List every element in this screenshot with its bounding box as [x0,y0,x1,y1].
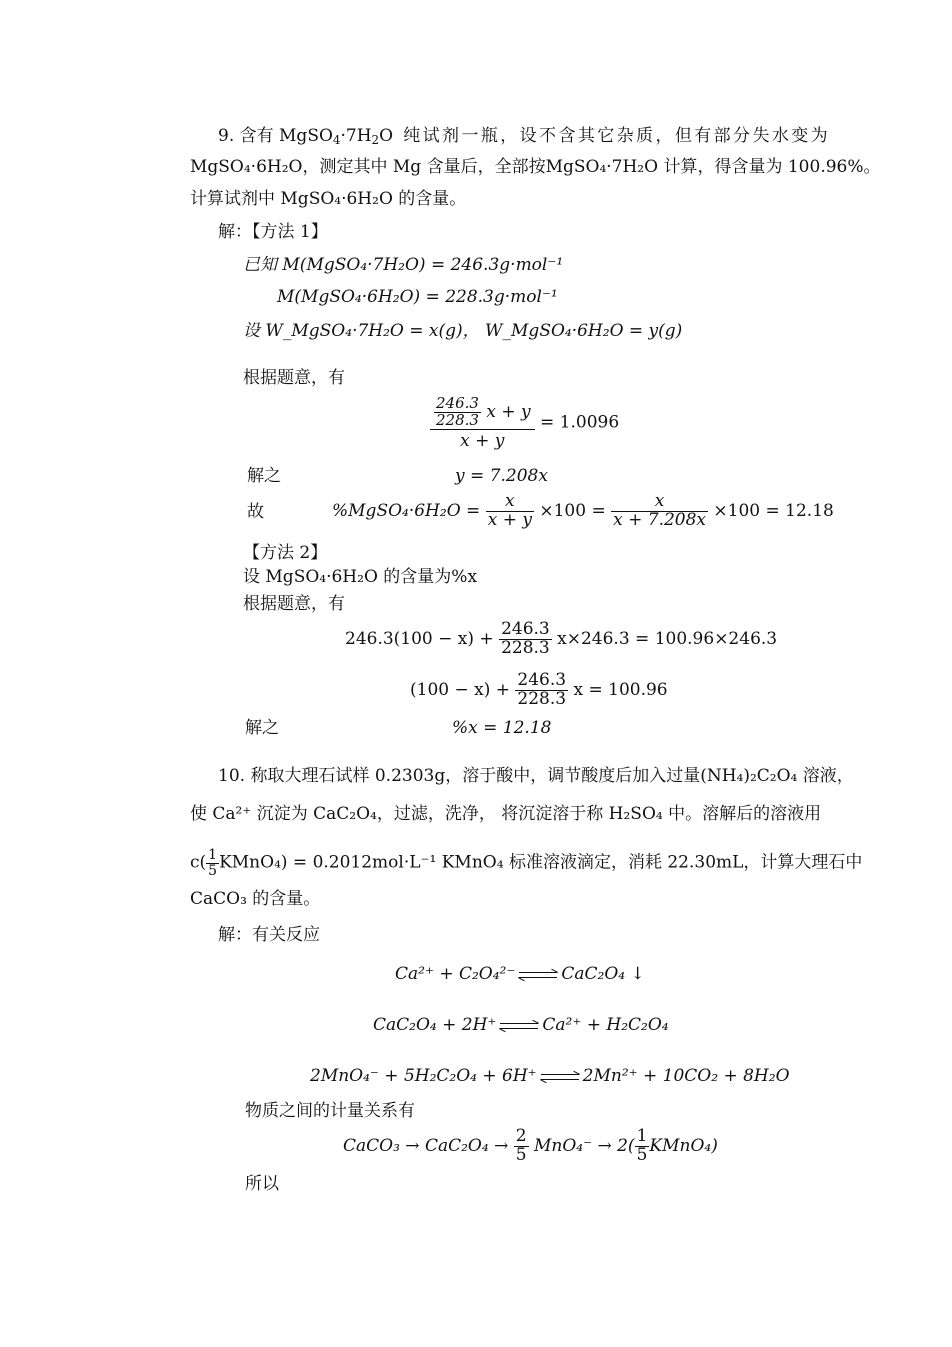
equilibrium-arrow-icon [498,1020,540,1032]
q9-known-molar-mass-7h2o: 已知 M(MgSO₄·7H₂O) = 246.3g·mol⁻¹ [243,255,564,275]
q9-method-2-solve-equation: %x = 12.18 [452,718,552,738]
q9-set-variables: 设 W_MgSO₄·7H₂O = x(g)， W_MgSO₄·6H₂O = y(g) [243,321,683,341]
q9-known-molar-mass-6h2o: M(MgSO₄·6H₂O) = 228.3g·mol⁻¹ [277,287,558,307]
equilibrium-arrow-icon [517,969,559,981]
q9-method-2-according: 根据题意，有 [243,594,345,614]
q10-line-2: 使 Ca²⁺ 沉淀为 CaC₂O₄，过滤，洗净， 将沉淀溶于称 H₂SO₄ 中。溶解后的溶液用 [190,804,822,824]
q9-according-text: 根据题意，有 [243,368,345,388]
q9-equation-1: $\frac{246.3}{228.3}$ x + y x + y = 1.0096 [430,396,619,450]
q10-reaction-1: Ca²⁺ + C₂O₄²⁻ CaC₂O₄ ↓ [395,964,645,984]
q10-line-3: c( $\frac{1}{5}$ KMnO₄) = 0.2012mol·L⁻¹ KMnO₄ 标准溶液滴定，消耗 22.30mL，计算大理石中 [190,847,863,879]
q10-line-4: CaCO₃ 的含量。 [190,889,321,909]
q10-stoichiometric-relation: CaCO₃ → CaC₂O₄ → $\frac{2}{5}$ MnO₄⁻ → 2( $\frac{1}{5}$ KMnO₄) [343,1126,718,1165]
q9-solve-label: 解之 [247,466,281,486]
q10-relation-label: 物质之间的计量关系有 [245,1101,415,1121]
q9-solve-equation: y = 7.208x [455,466,548,486]
q10-reaction-2: CaC₂O₄ + 2H⁺ Ca²⁺ + H₂C₂O₄ [373,1015,669,1035]
q10-reaction-3: 2MnO₄⁻ + 5H₂C₂O₄ + 6H⁺ 2Mn²⁺ + 10CO₂ + 8H₂O [310,1066,790,1086]
q9-line-3: 计算试剂中 MgSO₄·6H₂O 的含量。 [190,189,467,209]
q9-hence-equation: %MgSO₄·6H₂O = $\frac{x}{x + y}$ ×100 = $\frac{x}{x + 7.208x}$ ×100 = 12.18 [332,491,834,530]
q9-solution-heading: 解：【方法 1】 [218,222,328,242]
q10-solution-heading: 解：有关反应 [218,925,320,945]
q9-line-1: 9. 含有 $MgSO_4\cdot 7H_2O$ 纯试剂一瓶，设不含其它杂质，但有部分失水变为 [218,126,831,147]
q10-line-1: 10. 称取大理石试样 0.2303g，溶于酸中，调节酸度后加入过量(NH₄)₂C₂O₄ 溶液， [218,766,854,786]
q9-hence-label: 故 [247,502,264,522]
q9-method-2-set: 设 MgSO₄·6H₂O 的含量为%x [243,567,478,587]
q9-line-2: MgSO₄·6H₂O，测定其中 Mg 含量后，全部按MgSO₄·7H₂O 计算，得含量为 100.96%。 [190,157,881,177]
equilibrium-arrow-icon [539,1071,581,1083]
q9-method-2-equation-1: 246.3(100 − x) + $\frac{246.3}{228.3}$ x×246.3 = 100.96×246.3 [345,619,778,658]
q9-method-2-equation-2: (100 − x) + $\frac{246.3}{228.3}$ x = 100.96 [410,670,668,709]
q9-method-2-solve-label: 解之 [245,718,279,738]
q10-so-text: 所以 [245,1174,279,1194]
q9-method-2-heading: 【方法 2】 [243,543,328,563]
